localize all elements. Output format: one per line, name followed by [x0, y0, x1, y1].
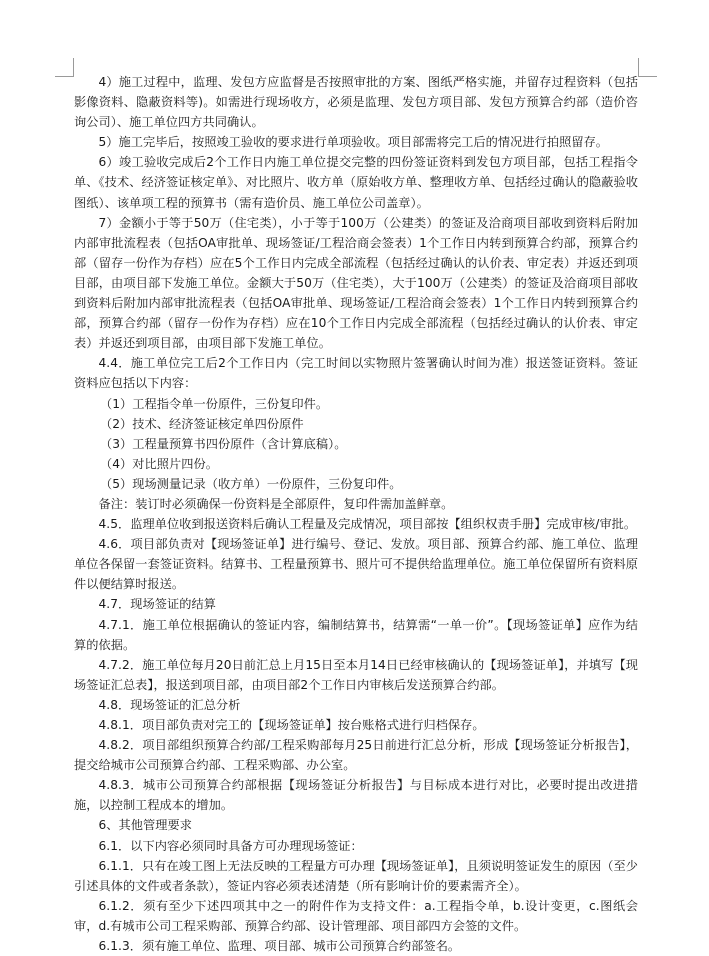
paragraph: 4.4．施工单位完工后2个工作日内（完工时间以实物照片签署确认时间为准）报送签证资料。签证资料应包括以下内容：: [74, 356, 638, 391]
paragraph: 6.1.2．须有至少下述四项其中之一的附件作为支持文件：a.工程指令单，b.设计变更，c.图纸会审，d.有城市公司工程采购部、预算合约部、设计管理部、项目部四方会签的文件。: [74, 898, 638, 933]
paragraph: 备注：装订时必须确保一份资料是全部原件，复印件需加盖鲜章。: [98, 496, 454, 511]
paragraph: 4.8.1．项目部负责对完工的【现场签证单】按台账格式进行归档保存。: [98, 718, 485, 732]
page-corner-mark-right: [638, 58, 657, 77]
paragraph: 6.1.3．须有施工单位、监理、项目部、城市公司预算合约部签名。: [98, 939, 461, 954]
paragraph: （5）现场测量记录（收方单）一份原件，三份复印件。: [100, 476, 402, 491]
paragraph: 4.5．监理单位收到报送资料后确认工程量及完成情况，项目部按【组织权责手册】完成审核/审批。: [98, 517, 637, 532]
paragraph: （3）工程量预算书四份原件（含计算底稿）。: [100, 436, 347, 451]
paragraph: 4.8.3．城市公司预算合约部根据【现场签证分析报告】与目标成本进行对比，必要时提出改进措施，以控制工程成本的增加。: [74, 778, 638, 813]
paragraph: 4.7．现场签证的结算: [98, 597, 216, 612]
paragraph: （4）对比照片四份。: [100, 456, 218, 471]
paragraph: （1）工程指令单一份原件，三份复印件。: [100, 396, 329, 411]
page-corner-mark-left: [55, 58, 74, 77]
paragraph: 4.8．现场签证的汇总分析: [98, 697, 241, 712]
paragraph: （2）技术、经济签证核定单四份原件: [100, 416, 304, 431]
paragraph: 4）施工过程中，监理、发包方应监督是否按照审批的方案、图纸严格实施，并留存过程资料（包括影像资料、隐蔽资料等)。如需进行现场收方，必须是监理、发包方项目部、发包方预算合约部（造价咨询公司）、施工单位四方共同确认。: [74, 75, 638, 130]
paragraph: 4.7.2．施工单位每月20日前汇总上月15日至本月14日已经审核确认的【现场签证单】，并填写【现场签证汇总表】，报送到项目部，由项目部2个工作日内审核后发送预算合约部。: [74, 657, 638, 692]
paragraph: 6、其他管理要求: [98, 818, 192, 833]
paragraph: 6）竣工验收完成后2个工作日内施工单位提交完整的四份签证资料到发包方项目部，包括工程指令单、《技术、经济签证核定单》、对比照片、收方单（原始收方单、整理收方单、包括经过确认的隐蔽验收图纸）、该单项工程的预算书（需有造价员、施工单位公司盖章）。: [74, 155, 638, 210]
paragraph: 6.1.1．只有在竣工图上无法反映的工程量方可办理【现场签证单】，且须说明签证发生的原因（至少引述具体的文件或者条款），签证内容必须表述清楚（所有影响计价的要素需齐全）。: [74, 858, 638, 893]
paragraph: 4.8.2．项目部组织预算合约部/工程采购部每月25日前进行汇总分析，形成【现场签证分析报告】，提交给城市公司预算合约部、工程采购部、办公室。: [74, 738, 638, 773]
paragraph: 7）金额小于等于50万（住宅类），小于等于100万（公建类）的签证及洽商项目部收到资料后附加内部审批流程表（包括OA审批单、现场签证/工程洽商会签表）1个工作日内转到预算合约部，预算合约部（留存一份作为存档）应在5个工作日内完成全部流程（包括经过确认的认价表、审定表）并返还到项目部，由项目部下发施工单位。金额大于50万（住宅类），大于100万（公建类）的签证及洽商项目部收到资料后附加内部审批流程表（包括OA审批单、现场签证/工程洽商会签表）1个工作日内转到预算合约部，预算合约部（留存一份作为存档）应在10个工作日内完成全部流程（包括经过确认的认价表、审定表）并返还到项目部，由项目部下发施工单位。: [74, 215, 638, 351]
paragraph: 4.6．项目部负责对【现场签证单】进行编号、登记、发放。项目部、预算合约部、施工单位、监理单位各保留一套签证资料。结算书、工程量预算书、照片可不提供给监理单位。施工单位保留所有资料原件以便结算时报送。: [74, 537, 638, 592]
paragraph: 5）施工完毕后，按照竣工验收的要求进行单项验收。项目部需将完工后的情况进行拍照留存。: [98, 135, 609, 150]
paragraph: 4.7.1．施工单位根据确认的签证内容，编制结算书，结算需“一单一价”。【现场签证单】应作为结算的依据。: [74, 617, 638, 652]
document-body: [74, 72, 638, 956]
paragraph: 6.1．以下内容必须同时具备方可办理现场签证：: [98, 838, 363, 853]
